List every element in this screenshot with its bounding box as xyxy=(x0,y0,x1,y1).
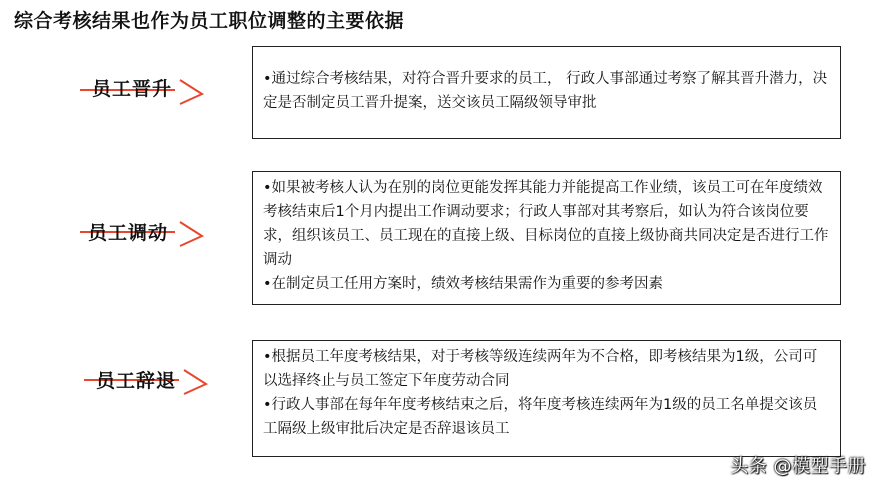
watermark: 头条 @模型手册 xyxy=(730,456,866,477)
section-box-promotion xyxy=(252,46,841,139)
section-box-transfer xyxy=(252,171,841,305)
section-label-promotion: 员工晋升 xyxy=(92,78,173,100)
section-box-dismissal xyxy=(252,340,841,457)
bullet-text: •在制定员工任用方案时，绩效考核结果需作为重要的参考因素 xyxy=(263,276,664,292)
section-label-dismissal: 员工辞退 xyxy=(96,370,177,392)
page-title: 综合考核结果也作为员工职位调整的主要依据 xyxy=(14,10,405,32)
bullet-text: •根据员工年度考核结果，对于考核等级连续两年为不合格，即考核结果为1级，公司可以选择终止与员工签定下年度劳动合同 xyxy=(263,349,818,389)
bullet-text: •通过综合考核结果，对符合晋升要求的员工， 行政人事部通过考察了解其晋升潜力，决定是否制定员工晋升提案，送交该员工隔级领导审批 xyxy=(263,71,828,111)
section-label-transfer: 员工调动 xyxy=(88,222,169,244)
bullet-text: •行政人事部在每年年度考核结束之后，将年度考核连续两年为1级的员工名单提交该员工隔级上级审批后决定是否辞退该员工 xyxy=(263,397,818,437)
bullet-text: •如果被考核人认为在别的岗位更能发挥其能力并能提高工作业绩，该员工可在年度绩效考核结束后1个月内提出工作调动要求；行政人事部对其考察后，如认为符合该岗位要求，组织该员工、员工现在的直接上级、目标岗位的直接上级协商共同决定是否进行工作调动 xyxy=(263,180,829,268)
